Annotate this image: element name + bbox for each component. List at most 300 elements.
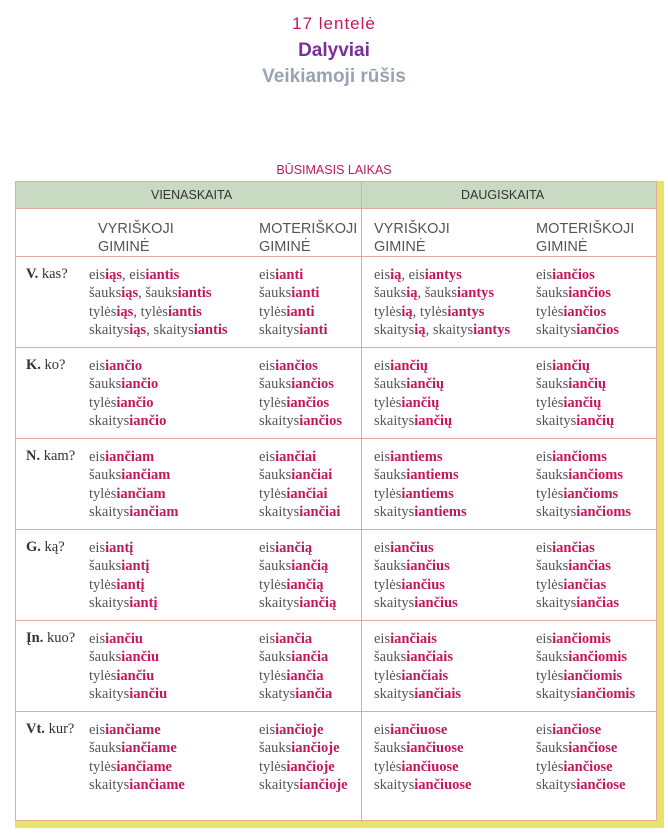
form-line [89, 739, 185, 757]
ending: iančiai [291, 467, 333, 484]
form-line [374, 303, 510, 321]
ending: iantį [116, 576, 145, 593]
cell-pl-masc [374, 539, 458, 612]
case-question: kam? [40, 448, 76, 464]
ending: iančiame [121, 740, 177, 757]
form-line [374, 375, 452, 393]
cell-sg-fem [259, 357, 342, 430]
ending: iantis [167, 303, 202, 320]
stem: tylės [374, 485, 402, 502]
form-line [536, 739, 625, 757]
stem: eis [259, 358, 276, 374]
cell-pl-masc [374, 266, 510, 339]
cell-pl-masc [374, 448, 467, 521]
cell-sg-fem [259, 630, 332, 703]
stem: skaitys [89, 503, 130, 520]
stem: šauks [374, 285, 407, 302]
stem: eis [536, 631, 553, 647]
form-line [259, 667, 332, 685]
stem: šauks [536, 649, 569, 666]
stem: tylės [536, 667, 564, 684]
ending: iančioms [552, 449, 607, 465]
form-line [374, 557, 458, 575]
stem: skaitys [536, 412, 577, 429]
form-line [89, 412, 166, 430]
cell-sg-masc [89, 357, 166, 430]
stem: skaitys [374, 594, 415, 611]
ending: iančių [414, 412, 453, 429]
form-line [536, 466, 631, 484]
stem: eis [89, 540, 106, 556]
ending: iančiam [121, 467, 171, 484]
stem: tylės [536, 758, 564, 775]
cell-sg-fem [259, 448, 340, 521]
ending: iančios [286, 394, 330, 411]
stem: šauks [89, 376, 122, 393]
ending: iantys [424, 267, 462, 283]
stem: skaitys [536, 594, 577, 611]
stem: eis [536, 267, 553, 283]
ending: iančiuose [406, 740, 464, 757]
stem: , tylės [133, 303, 168, 320]
ending: iančio [105, 358, 143, 374]
form-line [374, 448, 467, 466]
stem: eis [89, 358, 106, 374]
case-label [26, 266, 68, 283]
ending: iančią [299, 594, 337, 611]
form-line [259, 594, 336, 612]
section-heading: BŪSIMASIS LAIKAS [276, 163, 392, 177]
stem: eis [89, 722, 106, 738]
ending: iančiose [576, 776, 626, 793]
form-line [374, 466, 467, 484]
ending: ianti [291, 285, 320, 302]
ending: iančiame [116, 758, 172, 775]
case-label [26, 448, 75, 465]
page-title: Dalyviai [298, 40, 370, 61]
gender-header-sg-fem: MOTERIŠKOJI GIMINĖ [259, 221, 358, 255]
ending: iančiais [414, 685, 462, 702]
stem: eis [374, 358, 391, 374]
form-line [89, 357, 166, 375]
form-line [89, 685, 167, 703]
stem: eis [536, 540, 553, 556]
number-divider [361, 182, 362, 822]
cell-sg-fem [259, 266, 327, 339]
ending: iančiomis [563, 667, 623, 684]
stem: skaitys [259, 776, 300, 793]
ending: iančiu [121, 649, 160, 666]
ending: iančių [401, 394, 440, 411]
stem: , tylės [412, 303, 448, 320]
stem: , eis [401, 267, 425, 283]
ending: iančioje [286, 758, 335, 775]
form-line [89, 485, 178, 503]
stem: eis [374, 267, 391, 283]
ending: iančiose [563, 758, 613, 775]
ending: iančių [552, 358, 590, 374]
ending: ianti [286, 303, 315, 320]
ending: iantį [121, 558, 150, 575]
stem: tylės [89, 667, 117, 684]
stem: skaitys [259, 503, 300, 520]
form-line [536, 630, 635, 648]
stem: skaitys [536, 685, 577, 702]
row-divider [16, 620, 656, 621]
ending: iančiuose [390, 722, 448, 738]
cell-pl-masc [374, 630, 461, 703]
cell-pl-fem [536, 357, 614, 430]
form-line [259, 685, 332, 703]
form-line [536, 303, 619, 321]
stem: eis [374, 449, 391, 465]
form-line [536, 284, 619, 302]
form-line [536, 448, 631, 466]
ending: iantį [129, 594, 158, 611]
stem: eis [374, 631, 391, 647]
stem: šauks [89, 558, 122, 575]
stem: eis [374, 540, 391, 556]
form-line [374, 266, 510, 284]
ending: iančiose [552, 722, 602, 738]
ending: iantiems [406, 467, 459, 484]
ending: iančią [291, 558, 329, 575]
stem: eis [259, 540, 276, 556]
gender-header-sg-masc: VYRIŠKOJI GIMINĖ [98, 221, 174, 255]
stem: eis [259, 631, 276, 647]
stem: tylės [89, 758, 117, 775]
stem: skaitys [536, 776, 577, 793]
stem: eis [89, 267, 106, 283]
cell-sg-masc [89, 448, 178, 521]
form-line [374, 594, 458, 612]
declension-table [15, 181, 657, 821]
cell-pl-fem [536, 630, 635, 703]
ending: iančias [552, 540, 595, 556]
form-line [259, 721, 348, 739]
ending: iančioje [275, 722, 324, 738]
stem: eis [259, 267, 276, 283]
singular-header: VIENASKAITA [151, 188, 233, 202]
case-question: kur? [44, 721, 75, 737]
ending: iančioms [563, 485, 619, 502]
ending: ią [390, 267, 402, 283]
form-line [259, 576, 336, 594]
form-line [536, 266, 619, 284]
ending: iančio [129, 412, 167, 429]
form-line [536, 557, 619, 575]
stem: skaitys [374, 685, 415, 702]
ending: iančiam [129, 503, 179, 520]
form-line [374, 503, 467, 521]
row-divider [16, 256, 656, 257]
ending: iančios [275, 358, 318, 374]
ending: iančioms [576, 503, 632, 520]
form-line [89, 466, 178, 484]
ending: ią [401, 303, 413, 320]
stem: skaitys [259, 412, 300, 429]
form-line [89, 758, 185, 776]
cell-pl-fem [536, 539, 619, 612]
ending: ią [414, 321, 426, 338]
ending: iančius [390, 540, 434, 556]
cell-pl-fem [536, 721, 625, 794]
form-line [259, 776, 348, 794]
ending: iančias [563, 576, 607, 593]
form-line [374, 685, 461, 703]
stem: šauks [259, 740, 292, 757]
stem: , skaitys [425, 321, 474, 338]
number-header [16, 182, 656, 209]
ending: iančiais [390, 631, 437, 647]
form-line [374, 648, 461, 666]
ending: iančiame [105, 722, 161, 738]
ending: iančių [568, 376, 607, 393]
form-line [89, 303, 228, 321]
stem: šauks [259, 376, 292, 393]
form-line [374, 284, 510, 302]
form-line [536, 758, 625, 776]
form-line [89, 667, 167, 685]
form-line [374, 539, 458, 557]
ending: iąs [129, 321, 147, 338]
stem: šauks [374, 649, 407, 666]
form-line [536, 594, 619, 612]
ending: iančiai [275, 449, 317, 465]
form-line [374, 394, 452, 412]
ending: ią [406, 285, 418, 302]
ending: iančią [286, 576, 324, 593]
form-line [536, 485, 631, 503]
form-line [259, 466, 340, 484]
form-line [259, 485, 340, 503]
form-line [536, 776, 625, 794]
ending: iančiai [286, 485, 328, 502]
form-line [259, 357, 342, 375]
stem: skaitys [89, 321, 130, 338]
form-line [374, 776, 471, 794]
form-line [89, 539, 157, 557]
stem: , šauks [417, 285, 457, 302]
form-line [259, 284, 327, 302]
stem: tylės [89, 576, 117, 593]
stem: tylės [259, 667, 287, 684]
form-line [89, 394, 166, 412]
ending: iančios [299, 412, 342, 429]
gender-header-pl-masc: VYRIŠKOJI GIMINĖ [374, 221, 450, 255]
ending: iančiomis [568, 649, 628, 666]
ending: iančių [390, 358, 428, 374]
form-line [536, 648, 635, 666]
form-line [536, 685, 635, 703]
case-question: kuo? [43, 630, 76, 646]
cell-pl-masc [374, 721, 471, 794]
ending: iąs [121, 285, 139, 302]
ending: iantys [447, 303, 485, 320]
stem: šauks [374, 740, 407, 757]
form-line [259, 739, 348, 757]
ending: iančias [568, 558, 611, 575]
cell-sg-masc [89, 721, 185, 794]
stem: eis [89, 631, 106, 647]
stem: , skaitys [146, 321, 194, 338]
form-line [259, 448, 340, 466]
stem: skaitys [374, 776, 415, 793]
form-line [89, 448, 178, 466]
form-line [536, 394, 614, 412]
form-line [89, 630, 167, 648]
stem: tylės [89, 303, 117, 320]
form-line [374, 485, 467, 503]
ending: iančiuose [401, 758, 459, 775]
case-abbr: G. [26, 539, 41, 555]
ending: iančia [275, 631, 313, 647]
form-line [536, 321, 619, 339]
form-line [374, 576, 458, 594]
stem: tylės [374, 394, 402, 411]
form-line [374, 721, 471, 739]
form-line [536, 503, 631, 521]
stem: eis [536, 358, 553, 374]
form-line [89, 321, 228, 339]
stem: tylės [536, 303, 564, 320]
form-line [89, 284, 228, 302]
stem: skatys [259, 685, 296, 702]
case-label [26, 630, 75, 647]
stem: tylės [374, 303, 402, 320]
stem: šauks [374, 376, 407, 393]
cell-sg-masc [89, 630, 167, 703]
ending: iančiose [568, 740, 618, 757]
gender-header-pl-fem: MOTERIŠKOJI GIMINĖ [536, 221, 635, 255]
ending: iantis [145, 267, 180, 283]
cell-sg-fem [259, 721, 348, 794]
stem: skaitys [89, 594, 130, 611]
ending: iančiu [116, 667, 155, 684]
row-divider [16, 529, 656, 530]
stem: šauks [374, 558, 407, 575]
stem: šauks [374, 467, 407, 484]
stem: tylės [374, 576, 402, 593]
stem: šauks [536, 285, 569, 302]
form-line [89, 594, 157, 612]
ending: iančiuose [414, 776, 472, 793]
table-number: 17 lentelė [292, 14, 376, 33]
form-line [374, 758, 471, 776]
ending: iantys [457, 285, 495, 302]
ending: iančia [286, 667, 324, 684]
stem: tylės [259, 303, 287, 320]
case-label [26, 357, 65, 374]
form-line [259, 394, 342, 412]
case-question: kas? [38, 266, 68, 282]
stem: tylės [259, 576, 287, 593]
ending: ianti [275, 267, 304, 283]
stem: šauks [89, 740, 122, 757]
stem: šauks [89, 285, 122, 302]
stem: skaitys [536, 503, 577, 520]
ending: iančių [406, 376, 445, 393]
stem: šauks [89, 649, 122, 666]
stem: tylės [536, 394, 564, 411]
ending: iančia [291, 649, 329, 666]
case-abbr: N. [26, 448, 41, 464]
case-label [26, 721, 74, 738]
stem: šauks [536, 740, 569, 757]
form-line [259, 630, 332, 648]
ending: iančioje [291, 740, 340, 757]
ending: iančiais [406, 649, 453, 666]
form-line [259, 648, 332, 666]
ending: iantiems [401, 485, 454, 502]
stem: skaitys [374, 412, 415, 429]
cell-pl-fem [536, 448, 631, 521]
stem: šauks [259, 558, 292, 575]
stem: , šauks [138, 285, 178, 302]
ending: iančiu [129, 685, 168, 702]
stem: skaitys [374, 321, 415, 338]
form-line [374, 412, 452, 430]
form-line [89, 375, 166, 393]
stem: eis [89, 449, 106, 465]
stem: skaitys [89, 685, 130, 702]
form-line [89, 266, 228, 284]
form-line [89, 721, 185, 739]
ending: iančiu [105, 631, 143, 647]
ending: iančių [576, 412, 615, 429]
form-line [259, 557, 336, 575]
ending: iančiomis [552, 631, 611, 647]
stem: tylės [259, 394, 287, 411]
row-divider [16, 347, 656, 348]
row-divider [16, 438, 656, 439]
form-line [536, 576, 619, 594]
form-line [89, 557, 157, 575]
case-abbr: Įn. [26, 630, 44, 646]
stem: šauks [536, 467, 569, 484]
cell-sg-fem [259, 539, 336, 612]
ending: iantys [473, 321, 511, 338]
form-line [374, 357, 452, 375]
ending: iančių [563, 394, 602, 411]
table-frame [15, 181, 664, 828]
ending: iančios [568, 285, 611, 302]
cell-pl-masc [374, 357, 452, 430]
ending: iančiam [105, 449, 155, 465]
page-subtitle: Veikiamoji rūšis [262, 66, 406, 87]
ending: iančioms [568, 467, 624, 484]
ending: ianti [299, 321, 328, 338]
form-line [259, 266, 327, 284]
form-line [374, 321, 510, 339]
form-line [89, 503, 178, 521]
ending: iančius [401, 576, 445, 593]
ending: iančio [116, 394, 154, 411]
form-line [259, 321, 327, 339]
form-line [259, 412, 342, 430]
case-label [26, 539, 65, 556]
case-question: ko? [40, 357, 66, 373]
stem: šauks [259, 285, 292, 302]
form-line [536, 667, 635, 685]
form-line [536, 357, 614, 375]
ending: iančius [406, 558, 450, 575]
ending: iantis [177, 285, 212, 302]
form-line [259, 758, 348, 776]
stem: tylės [374, 667, 402, 684]
stem: tylės [536, 576, 564, 593]
stem: eis [259, 722, 276, 738]
